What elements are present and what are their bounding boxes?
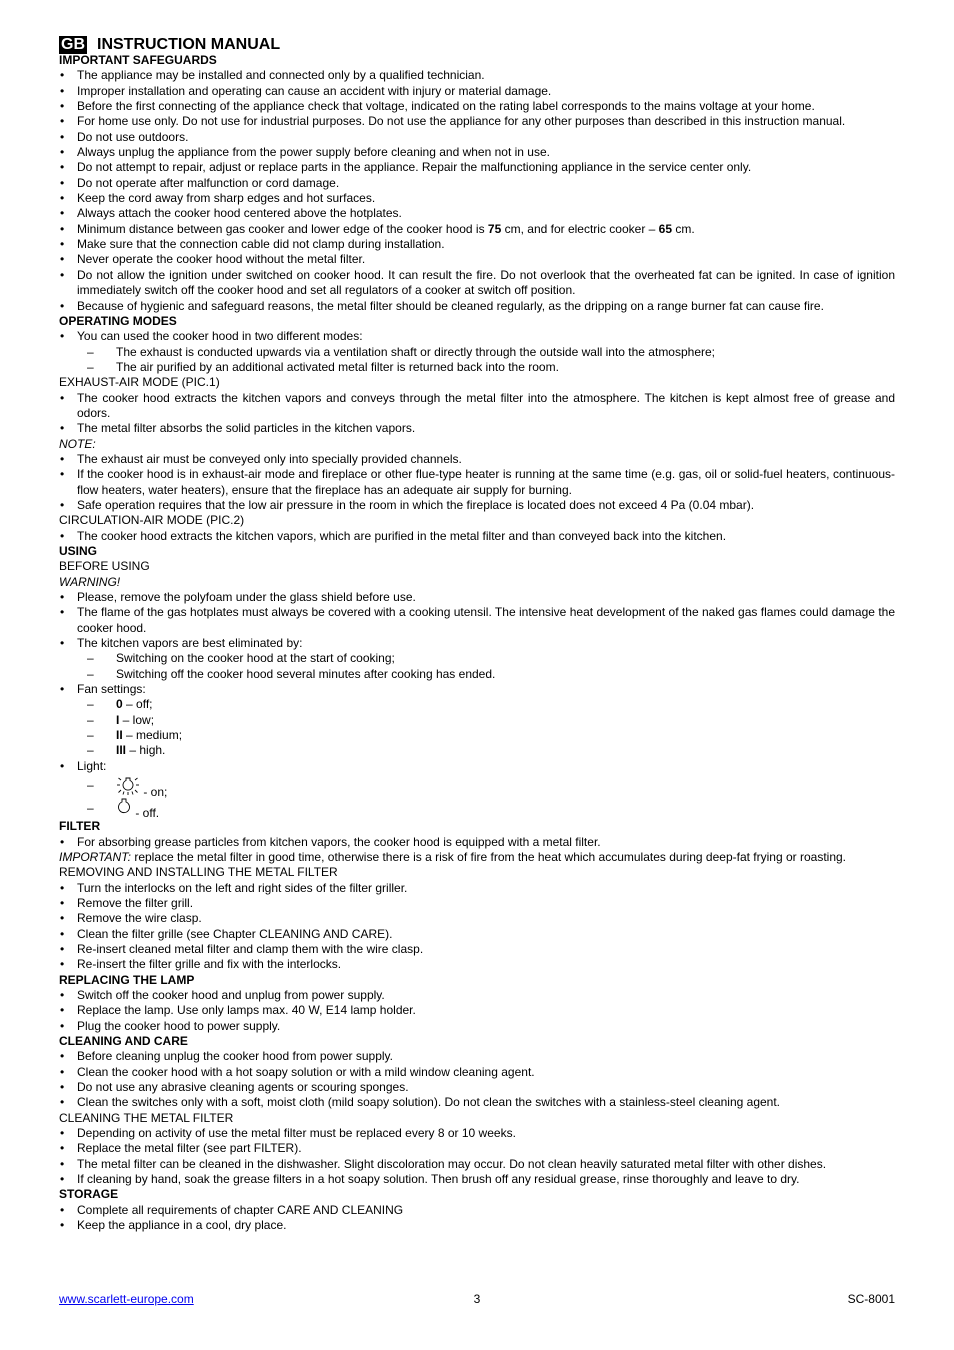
list-item: • Remove the filter grill. <box>59 896 895 911</box>
list-item: • Always unplug the appliance from the power supply before cleaning and when not in use. <box>59 145 895 160</box>
fan-desc: – low; <box>119 712 155 727</box>
light-off-text: - off. <box>132 806 160 821</box>
fan-key: 0 <box>116 697 123 712</box>
fan-desc: – medium; <box>122 728 183 743</box>
modes-sublist <box>59 345 895 376</box>
important-text: replace the metal filter in good time, otherwise there is a risk of fire from the heat which accumulates during deep-fat frying or roasting. <box>131 849 847 864</box>
list-item: • The cooker hood extracts the kitchen vapors and conveys through the metal filter into the atmosphere. The kitchen is kept almost free of grease and odors. <box>59 391 895 422</box>
list-item: • Before cleaning unplug the cooker hood from power supply. <box>59 1049 895 1064</box>
list-item: • Keep the cord away from sharp edges and hot surfaces. <box>59 191 895 206</box>
subheading-exhaust-mode: EXHAUST-AIR MODE (PIC.1) <box>59 375 220 390</box>
metal-filter-list <box>59 1126 895 1187</box>
list-item: • The kitchen vapors are best eliminated by: <box>59 636 895 651</box>
list-item: • Turn the interlocks on the left and right sides of the filter griller. <box>59 881 895 896</box>
list-item: • The metal filter absorbs the solid particles in the kitchen vapors. <box>59 421 895 436</box>
sub-item: – The air purified by an additional activated metal filter is returned back into the room. <box>59 360 895 375</box>
list-item: • Always attach the cooker hood centered above the hotplates. <box>59 206 895 221</box>
fan-desc: – high. <box>126 743 166 758</box>
important-label: IMPORTANT: <box>59 849 131 864</box>
list-item: • Remove the wire clasp. <box>59 911 895 926</box>
list-item: • You can used the cooker hood in two different modes: <box>59 329 895 344</box>
sub-item: – The exhaust is conducted upwards via a ventilation shaft or directly through the outside wall into the atmosphere; <box>59 345 895 360</box>
list-item: • The flame of the gas hotplates must always be covered with a cooking utensil. The intensive heat development of the naked gas flames could damage the cooker hood. <box>59 605 895 636</box>
list-item: • Depending on activity of use the metal filter must be replaced every 8 or 10 weeks. <box>59 1126 895 1141</box>
list-item: • For absorbing grease particles from kitchen vapors, the cooker hood is equipped with a metal filter. <box>59 835 895 850</box>
list-item: • Replace the lamp. Use only lamps max. 40 W, E14 lamp holder. <box>59 1003 895 1018</box>
page-title <box>59 35 895 53</box>
gas-distance: 75 <box>487 221 502 236</box>
list-item: • Before the first connecting of the appliance check that voltage, indicated on the rating label corresponds to the mains voltage at your home. <box>59 99 895 114</box>
filter-list <box>59 835 895 850</box>
list-item: • If cleaning by hand, soak the grease filters in a hot soapy solution. Then brush off any residual grease, rinse thoroughly and leave to dry. <box>59 1172 895 1187</box>
list-item: • Keep the appliance in a cool, dry place. <box>59 1218 895 1233</box>
page-footer <box>59 1292 895 1308</box>
important-note <box>59 850 895 865</box>
list-item: • Do not allow the ignition under switched on cooker hood. It can result the fire. Do not overlook that the overheated fat can be ignited. In case of ignition immediately switch off the cooker hood and set all regulators of a cooker at switch off position. <box>59 268 895 299</box>
subheading-circulation-mode: CIRCULATION-AIR MODE (PIC.2) <box>59 513 245 528</box>
vapors-sublist <box>59 651 895 682</box>
light-sublist <box>59 774 895 819</box>
list-item: • Safe operation requires that the low air pressure in the room in which the fireplace is located does not exceed 4 Pa (0.04 mbar). <box>59 498 895 513</box>
list-item: • The exhaust air must be conveyed only into specially provided channels. <box>59 452 895 467</box>
light-off-item <box>59 797 895 819</box>
list-item: • Do not operate after malfunction or cord damage. <box>59 176 895 191</box>
list-item: • Clean the switches only with a soft, moist cloth (mild soapy solution). Do not clean the switches with a stainless-steel cleaning agent. <box>59 1095 895 1110</box>
safeguards-list <box>59 68 895 314</box>
list-item: • Fan settings: <box>59 682 895 697</box>
distance-text: cm. <box>672 221 695 236</box>
cleaning-list <box>59 1049 895 1110</box>
section-heading-filter: FILTER <box>59 819 101 834</box>
section-heading-modes: OPERATING MODES <box>59 313 177 328</box>
list-item: • Re-insert the filter grille and fix with the interlocks. <box>59 957 895 972</box>
fan-key: II <box>116 728 123 743</box>
website-link[interactable]: www.scarlett-europe.com <box>59 1292 194 1306</box>
storage-list <box>59 1203 895 1234</box>
remove-filter-list <box>59 881 895 973</box>
list-item: • Do not use any abrasive cleaning agents or scouring sponges. <box>59 1080 895 1095</box>
circulation-list <box>59 529 895 544</box>
list-item: • The cooker hood extracts the kitchen vapors, which are purified in the metal filter and than conveyed back into the kitchen. <box>59 529 895 544</box>
fan-key: III <box>116 743 127 758</box>
language-badge: GB <box>61 36 85 53</box>
manual-page <box>59 35 895 1233</box>
list-item: • Never operate the cooker hood without the metal filter. <box>59 252 895 267</box>
warning-label: WARNING! <box>59 574 121 589</box>
section-heading-safeguards: IMPORTANT SAFEGUARDS <box>59 53 217 67</box>
lamp-off-icon <box>116 797 132 824</box>
list-item: • Light: <box>59 759 895 774</box>
modes-list <box>59 329 895 344</box>
sub-item: – Switching on the cooker hood at the start of cooking; <box>59 651 895 666</box>
list-item: • Clean the cooker hood with a hot soapy solution or with a mild window cleaning agent. <box>59 1065 895 1080</box>
list-item: • Improper installation and operating can cause an accident with injury or material damage. <box>59 84 895 99</box>
light-on-text: - on; <box>140 785 168 800</box>
list-item: • Clean the filter grille (see Chapter CLEANING AND CARE). <box>59 927 895 942</box>
list-item: • Please, remove the polyfoam under the glass shield before use. <box>59 590 895 605</box>
distance-text: Minimum distance between gas cooker and lower edge of the cooker hood is <box>77 221 488 236</box>
fan-settings-sublist <box>59 697 895 758</box>
list-item: • Make sure that the connection cable did not clamp during installation. <box>59 237 895 252</box>
exhaust-list <box>59 391 895 437</box>
section-heading-using: USING <box>59 544 98 558</box>
light-on-item <box>59 774 895 800</box>
section-heading-storage: STORAGE <box>59 1187 119 1202</box>
list-item: • If the cooker hood is in exhaust-air mode and fireplace or other flue-type heater is running at the same time (e.g. gas, oil or solid-fuel heaters, continuous-flow heaters, water heaters), ensure that the fireplace has an adequate air supply for burning. <box>59 467 895 498</box>
model-number: SC-8001 <box>847 1292 895 1306</box>
fan-setting <box>59 728 895 743</box>
list-item: • Plug the cooker hood to power supply. <box>59 1019 895 1034</box>
fan-setting <box>59 743 895 758</box>
subheading-removing-filter: REMOVING AND INSTALLING THE METAL FILTER <box>59 865 338 880</box>
section-heading-lamp: REPLACING THE LAMP <box>59 972 195 987</box>
list-item: • For home use only. Do not use for industrial purposes. Do not use the appliance for any other purposes than described in this instruction manual. <box>59 114 895 129</box>
subheading-cleaning-filter: CLEANING THE METAL FILTER <box>59 1110 234 1125</box>
section-heading-cleaning: CLEANING AND CARE <box>59 1033 188 1048</box>
sub-item: – Switching off the cooker hood several minutes after cooking has ended. <box>59 667 895 682</box>
using-list <box>59 590 895 651</box>
list-item: • Do not use outdoors. <box>59 130 895 145</box>
list-item: • Because of hygienic and safeguard reasons, the metal filter should be cleaned regularly, as the dripping on a range burner fat can cause fire. <box>59 299 895 314</box>
fan-key: I <box>116 712 120 727</box>
fan-desc: – off; <box>122 697 153 712</box>
fan-list <box>59 682 895 697</box>
list-item: • The appliance may be installed and connected only by a qualified technician. <box>59 68 895 83</box>
list-item-distance <box>59 222 895 237</box>
list-item: • Replace the metal filter (see part FILTER). <box>59 1141 895 1156</box>
list-item: • The metal filter can be cleaned in the dishwasher. Slight discoloration may occur. Do not clean heavily saturated metal filter with other dishes. <box>59 1157 895 1172</box>
electric-distance: 65 <box>658 221 673 236</box>
lamp-list <box>59 988 895 1034</box>
list-item: • Switch off the cooker hood and unplug from power supply. <box>59 988 895 1003</box>
subheading-before-using: BEFORE USING <box>59 559 150 574</box>
note-list <box>59 452 895 513</box>
title-text: INSTRUCTION MANUAL <box>97 36 281 53</box>
light-list <box>59 759 895 774</box>
fan-setting <box>59 713 895 728</box>
fan-setting <box>59 697 895 712</box>
list-item: • Re-insert cleaned metal filter and clamp them with the wire clasp. <box>59 942 895 957</box>
list-item: • Do not attempt to repair, adjust or replace parts in the appliance. Repair the malfunctioning appliance in the service center only. <box>59 160 895 175</box>
note-label: NOTE: <box>59 436 96 451</box>
distance-text: cm, and for electric cooker – <box>501 221 659 236</box>
list-item: • Complete all requirements of chapter CARE AND CLEANING <box>59 1203 895 1218</box>
page-number: 3 <box>473 1292 481 1306</box>
